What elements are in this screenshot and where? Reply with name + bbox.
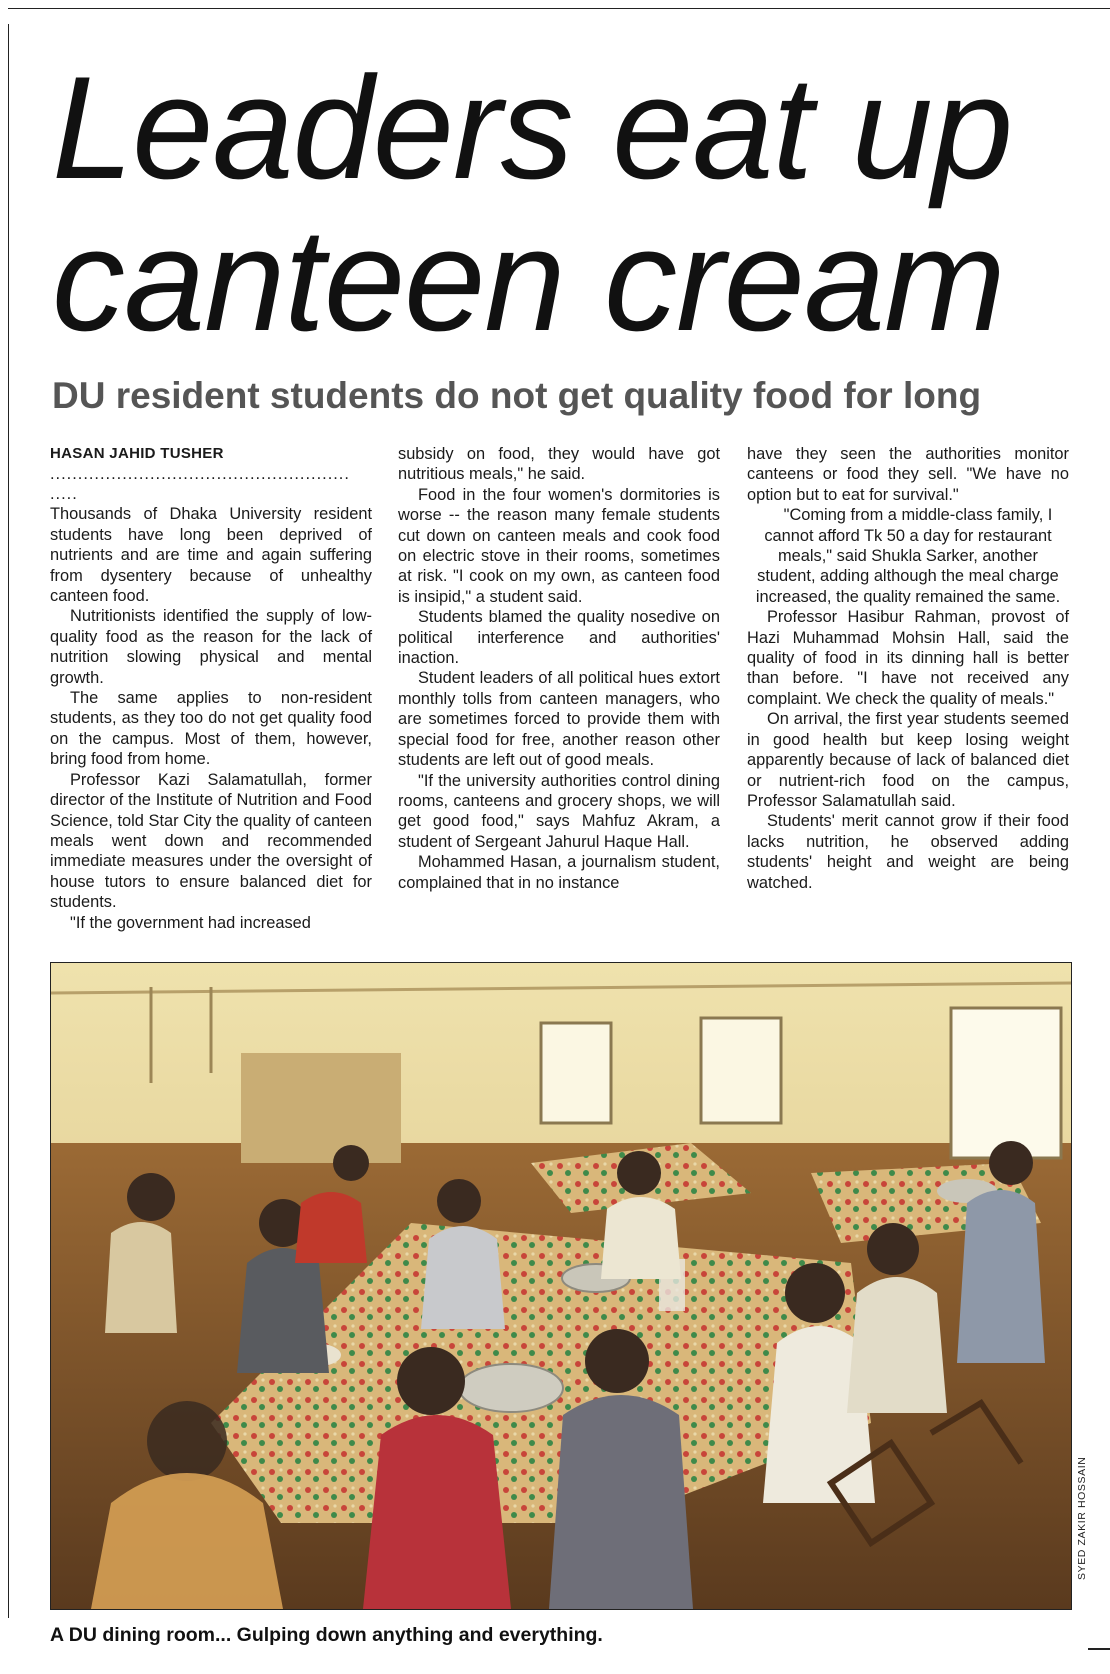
byline-dots: ...................................................... <box>50 465 350 484</box>
paragraph: On arrival, the first year students seemed in good health but keep losing weight apparently because of lack of balanced diet or nutrient-rich food on the campus, Professor Salamatullah said. <box>747 710 1069 810</box>
paragraph: "If the university authorities control dining rooms, canteens and grocery shops, we will get good food," says Mahfuz Akram, a student of Sergeant Jahurul Haque Hall. <box>398 771 720 851</box>
paragraph: Mohammed Hasan, a journalism student, complained that in no instance <box>398 853 720 892</box>
photo-credit: SYED ZAKIR HOSSAIN <box>1076 1456 1088 1580</box>
paragraph: Nutritionists identified the supply of low-quality food as the reason for the lack of nutrition slowing physical and mental growth. <box>50 607 372 687</box>
paragraph: Students' merit cannot grow if their food lacks nutrition, he observed adding students' height and weight are being watched. <box>747 812 1069 892</box>
paragraph: The same applies to non-resident students, as they too do not get quality food on the campus. Most of them, however, bring food from home. <box>50 689 372 769</box>
article-column-3 <box>747 444 1069 893</box>
headline-line-2: canteen cream <box>52 198 1005 361</box>
byline: HASAN JAHID TUSHER <box>50 445 224 462</box>
left-rule <box>8 24 9 1618</box>
paragraph: subsidy on food, they would have got nutritious meals," he said. <box>398 445 720 484</box>
paragraph: "Coming from a middle-class family, I cannot afford Tk 50 a day for restaurant meals," said Shukla Sarker, another student, adding although the meal charge increased, the quality remained the same. <box>755 506 1061 606</box>
paragraph: Professor Hasibur Rahman, provost of Hazi Muhammad Mohsin Hall, said the quality of food in its dinning hall is better than before. "I have not received any complaint. We check the quality of meals." <box>747 608 1069 708</box>
paragraph: Food in the four women's dormitories is worse -- the reason many female students cut down on canteen meals and cook food on electric stove in their rooms, sometimes at risk. "I cook on my own, as canteen food is insipid," a student said. <box>398 485 720 606</box>
top-rule <box>8 8 1110 9</box>
paragraph: Professor Kazi Salamatullah, former director of the Institute of Nutrition and Food Science, told Star City the quality of canteen meals went down and recommended immediate measures under the oversight of house tutors to ensure balanced diet for students. <box>50 770 372 912</box>
subheadline: DU resident students do not get quality food for long <box>52 375 982 416</box>
paragraph: "If the government had increased <box>70 913 311 932</box>
bottom-right-rule <box>1088 1648 1110 1650</box>
paragraph: have they seen the authorities monitor canteens or food they sell. "We have no option but to eat for survival." <box>747 445 1069 504</box>
article-column-1 <box>50 444 372 933</box>
paragraph: Thousands of Dhaka University resident students have long been deprived of nutrients and are time and again suffering from dysentery because of unhealthy canteen food. <box>50 505 372 606</box>
photo-illustration <box>51 963 1071 1609</box>
article-column-2 <box>398 444 720 893</box>
photo-caption: A DU dining room... Gulping down anything and everything. <box>50 1624 603 1646</box>
headline <box>52 46 1052 361</box>
headline-line-1: Leaders eat up <box>52 46 1013 209</box>
paragraph: Student leaders of all political hues extort monthly tolls from canteen managers, who are sometimes forced to provide them with special food for free, another reason other students are left out of good meals. <box>398 669 720 770</box>
dining-room-photo <box>50 962 1072 1610</box>
byline-dots-2: ..... <box>50 485 78 504</box>
paragraph: Students blamed the quality nosedive on political interference and authorities' inaction. <box>398 608 720 668</box>
